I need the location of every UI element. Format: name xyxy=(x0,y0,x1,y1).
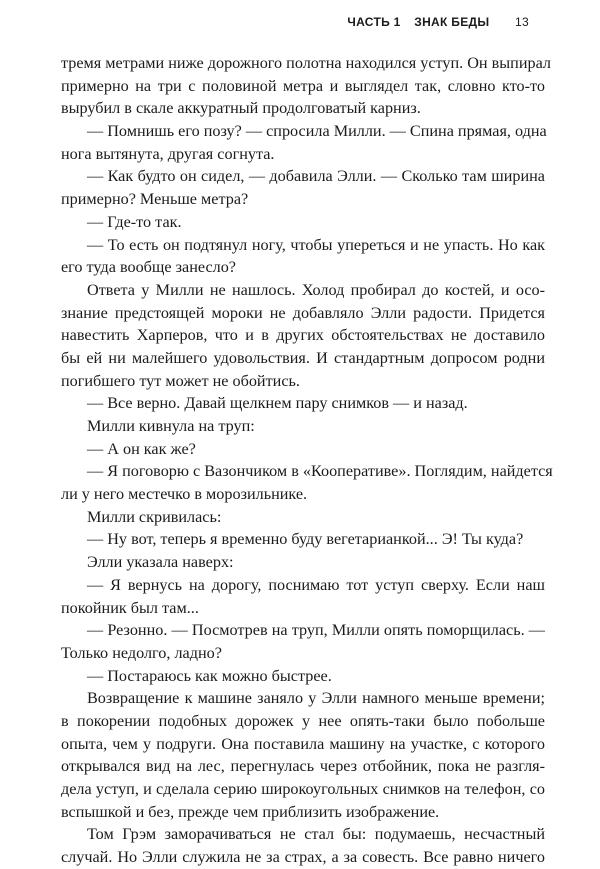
text-line: — Резонно. — Посмотрев на труп, Милли опять поморщилась. — xyxy=(87,621,545,640)
text-line: погибшего тут может не обойтись. xyxy=(61,371,300,390)
text-line: Милли скривилась: xyxy=(87,507,222,526)
chapter-title: ЗНАК БЕДЫ xyxy=(414,15,490,29)
text-line: — Я поговорю с Вазончиком в «Кооперативе». Поглядим, найдется xyxy=(87,462,553,481)
text-line: примерно? Меньше метра? xyxy=(61,190,249,209)
text-line: вспышкой и без, прежде чем приблизить изображение. xyxy=(61,802,440,821)
text-line: примерно на три с половиной метра и выглядел так, словно кто-то xyxy=(61,76,545,95)
text-line: — Где-то так. xyxy=(87,212,182,231)
text-line: — Я вернусь на дорогу, поснимаю тот уступ сверху. Если наш xyxy=(87,575,545,594)
text-line: — Как будто он сидел, — добавила Элли. — Сколько там ширина xyxy=(87,167,545,186)
text-line: случай. Но Элли служила не за страх, а за совесть. Все равно ничего xyxy=(61,848,545,867)
part-label: ЧАСТЬ 1 xyxy=(347,15,401,29)
text-line: — Постараюсь как можно быстрее. xyxy=(87,666,332,685)
text-line: Возвращение к машине заняло у Элли намного меньше времени; xyxy=(87,689,545,708)
text-line: — Ну вот, теперь я временно буду вегетарианкой... Э! Ты куда? xyxy=(87,530,524,549)
text-line: ли у него местечко в морозильнике. xyxy=(61,485,308,504)
text-line: Только недолго, ладно? xyxy=(61,643,222,662)
text-line: Элли указала наверх: xyxy=(87,553,234,572)
text-line: — То есть он подтянул ногу, чтобы упереться и не упасть. Но как xyxy=(87,235,545,254)
text-line: вырубил в скале аккуратный продолговатый карниз. xyxy=(61,99,421,118)
text-line: в покорении подобных дорожек у нее опять-таки было побольше xyxy=(61,711,545,730)
page-number: 13 xyxy=(515,15,529,29)
text-line: — Помнишь его позу? — спросила Милли. — Спина прямая, одна xyxy=(87,122,547,141)
text-line: — А он как же? xyxy=(87,439,196,458)
text-line: дела уступ, и сделала серию широкоугольных снимков на телефон, со xyxy=(61,780,545,798)
text-line: навестить Харперов, что и в других обстоятельствах не доставило xyxy=(61,326,545,345)
body-text xyxy=(61,52,553,869)
text-line: опыта, чем у подруги. Она поставила машину на участке, с которого xyxy=(61,734,545,753)
text-line: открывался вид на лес, перегнулась через отбойник, пока не разгля- xyxy=(61,757,545,776)
text-line: тремя метрами ниже дорожного полотна находился уступ. Он выпирал xyxy=(61,54,551,72)
text-line: нога вытянута, другая согнута. xyxy=(61,144,275,163)
text-line: Том Грэм заморачиваться не стал бы: подумаешь, несчастный xyxy=(87,825,545,844)
text-line: покойник был там... xyxy=(61,598,199,617)
text-line: Ответа у Милли не нашлось. Холод пробирал до костей, и осо- xyxy=(87,280,545,299)
text-line: Милли кивнула на труп: xyxy=(87,417,255,435)
text-line: — Все верно. Давай щелкнем пару снимков — и назад. xyxy=(87,394,468,413)
text-line: бы ей ни малейшего удовольствия. И стандартным допросом родни xyxy=(61,348,545,367)
running-head xyxy=(347,15,529,29)
text-line: его туда вообще занесло? xyxy=(61,258,236,277)
text-line: знание предстоящей мороки не добавляло Элли радости. Придется xyxy=(61,303,545,322)
